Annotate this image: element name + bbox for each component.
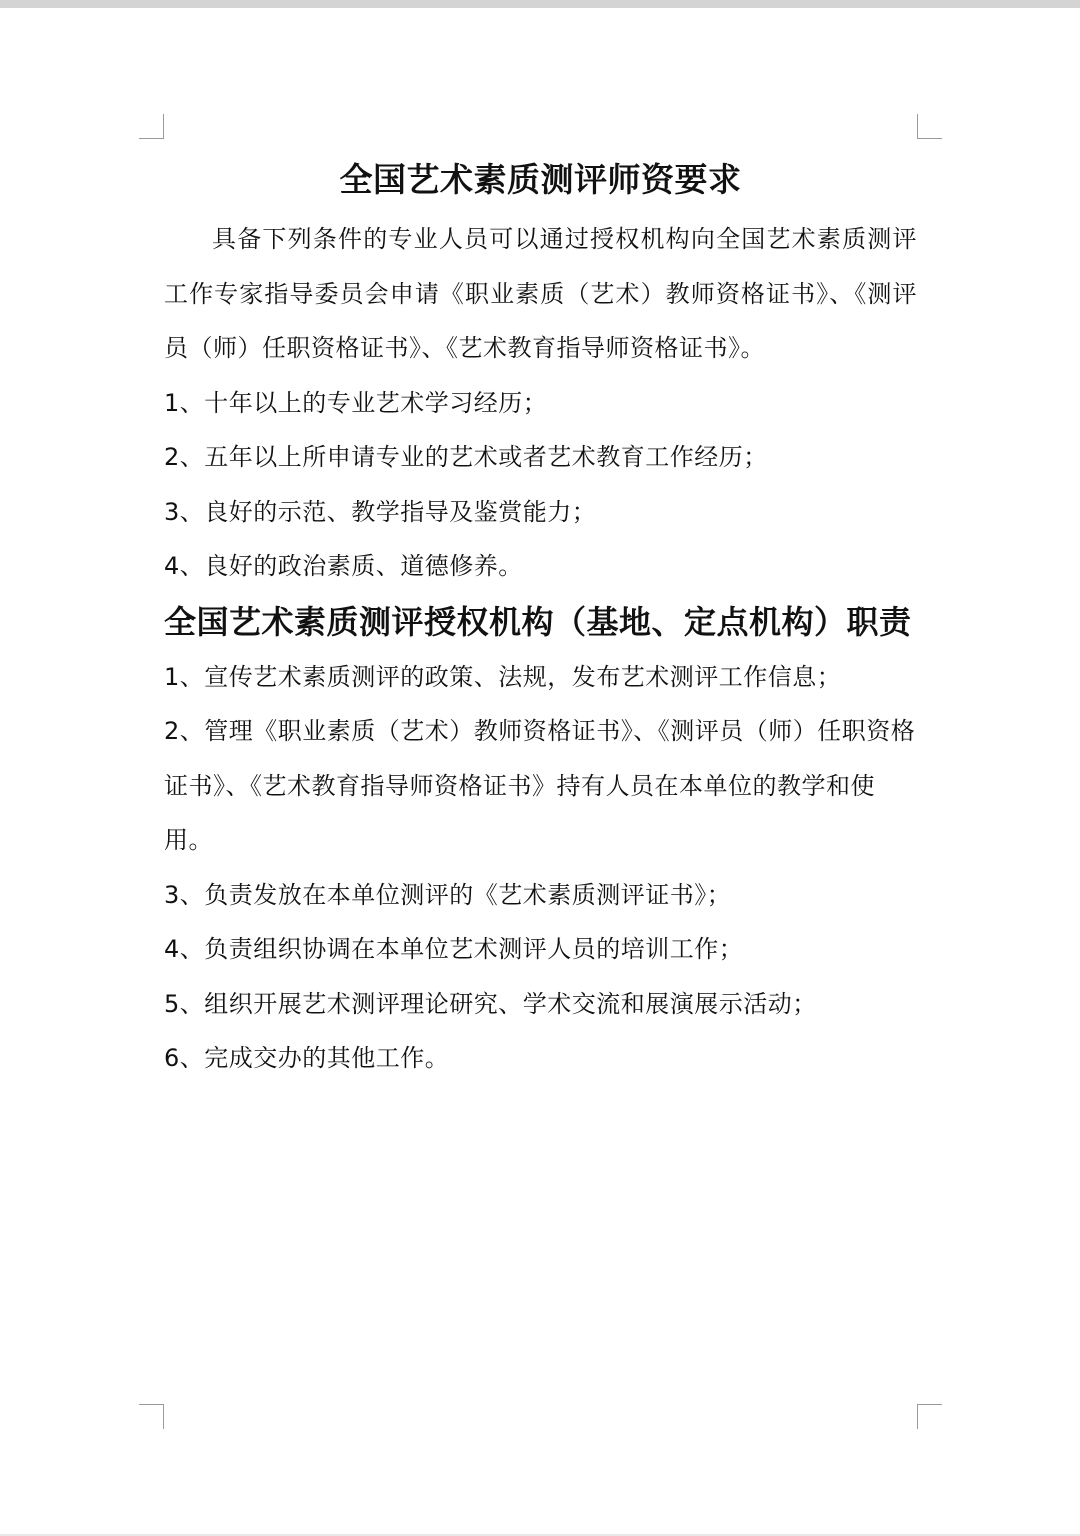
duty-item: 5、组织开展艺术测评理论研究、学术交流和展演展示活动；	[164, 989, 817, 1018]
duty-item: 3、负责发放在本单位测评的《艺术素质测评证书》；	[164, 880, 732, 909]
requirement-item: 1、十年以上的专业艺术学习经历；	[164, 388, 548, 417]
requirement-item: 3、良好的示范、教学指导及鉴赏能力；	[164, 497, 597, 526]
requirement-item: 2、五年以上所申请专业的艺术或者艺术教育工作经历；	[164, 443, 768, 471]
crop-mark-bottom-left	[139, 1404, 164, 1429]
duty-item: 4、负责组织协调在本单位艺术测评人员的培训工作；	[164, 935, 744, 963]
document-body	[164, 148, 917, 1086]
crop-mark-top-left	[139, 114, 164, 139]
viewer-top-strip	[0, 0, 1080, 8]
duties-list	[164, 650, 917, 1086]
document-page	[0, 8, 1080, 1534]
requirement-item: 4、良好的政治素质、道德修养。	[164, 552, 523, 580]
section-heading: 全国艺术素质测评授权机构（基地、定点机构）职责	[164, 602, 912, 641]
duty-item: 2、管理《职业素质（艺术）教师资格证书》、《测评员（师）任职资格证书》、《艺术教育指导师资格证书》持有人员在本单位的教学和使用。	[164, 717, 916, 854]
document-title: 全国艺术素质测评师资要求	[339, 160, 742, 199]
duty-item: 1、宣传艺术素质测评的政策、法规，发布艺术测评工作信息；	[164, 662, 842, 691]
intro-paragraph: 具备下列条件的专业人员可以通过授权机构向全国艺术素质测评工作专家指导委员会申请《职业素质（艺术）教师资格证书》、《测评员（师）任职资格证书》、《艺术教育指导师资格证书》。	[164, 225, 917, 362]
crop-mark-bottom-right	[917, 1404, 942, 1429]
crop-mark-top-right	[917, 114, 942, 139]
requirements-list	[164, 376, 917, 594]
duty-item: 6、完成交办的其他工作。	[164, 1044, 450, 1072]
